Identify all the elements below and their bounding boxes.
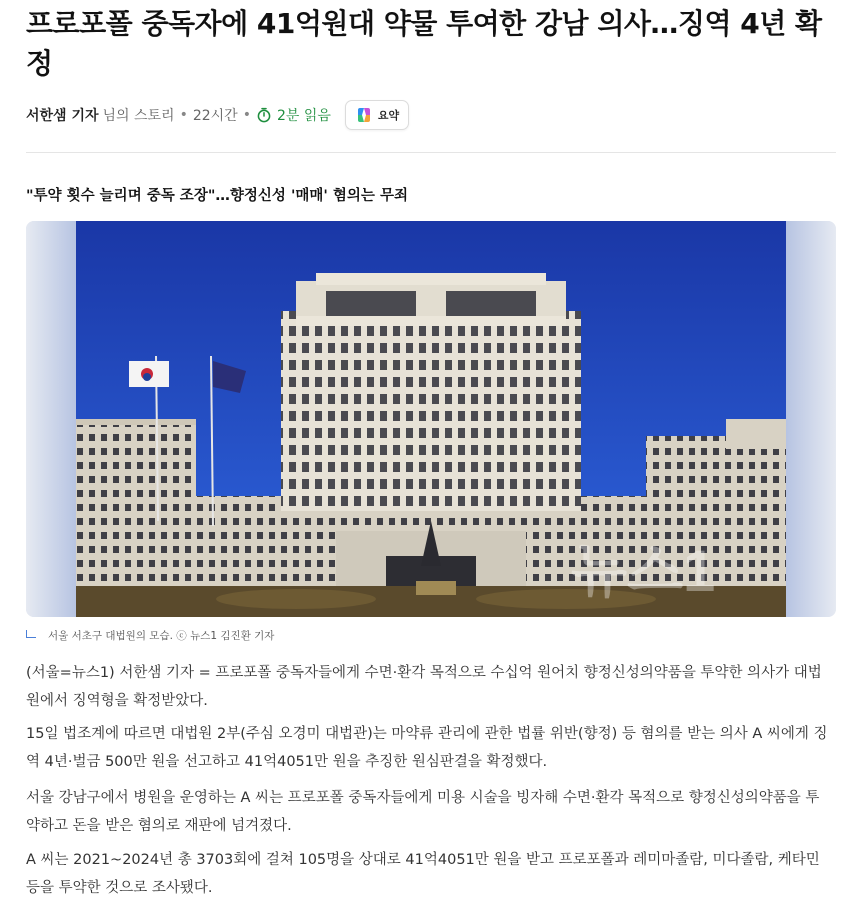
author-link[interactable]: 서한샘 기자 xyxy=(26,108,99,124)
read-time-label: 2분 읽음 xyxy=(276,108,331,124)
news1-watermark: 뉴스1 xyxy=(571,539,716,604)
supreme-court-building-image xyxy=(26,221,836,617)
article-subheadline: "투약 횟수 늘리며 중독 조장"…향정신성 '매매' 혐의는 무죄 xyxy=(26,188,408,204)
article-paragraph: A 씨는 2021~2024년 총 3703회에 걸쳐 105명을 상대로 41억4051만 원을 받고 프로포폴과 레미마졸람, 미다졸람, 케타민 등을 투약한 것으로 조사됐다. xyxy=(26,852,820,896)
caption-marker-icon xyxy=(26,630,36,638)
article-paragraph: 15일 법조계에 따르면 대법원 2부(주심 오경미 대법관)는 마약류 관리에 관한 법률 위반(향정) 등 혐의를 받는 의사 A 씨에게 징역 4년·벌금 500만 원을 선고하고 41억4051만 원을 추징한 원심판결을 확정했다. xyxy=(26,726,828,770)
summary-label: 요약 xyxy=(377,109,400,122)
article-headline: 프로포폴 중독자에 41억원대 약물 투여한 강남 의사…징역 4년 확정 xyxy=(26,7,822,80)
story-suffix: 님의 스토리 xyxy=(102,108,175,124)
summary-button[interactable] xyxy=(345,100,409,130)
copilot-icon xyxy=(355,106,373,124)
byline-separator: • xyxy=(179,107,188,123)
article-paragraph: (서울=뉴스1) 서한샘 기자 = 프로포폴 중독자들에게 수면·환각 목적으로 수십억 원어치 향정신성의약품을 투약한 의사가 대법원에서 징역형을 확정받았다. xyxy=(26,665,822,709)
article-paragraph: 서울 강남구에서 병원을 운영하는 A 씨는 프로포폴 중독자들에게 미용 시술을 빙자해 수면·환각 목적으로 향정신성의약품을 투약하고 돈을 받은 혐의로 재판에 넘겨졌다. xyxy=(26,790,820,834)
byline xyxy=(26,100,409,130)
photo-caption-text: 서울 서초구 대법원의 모습. ⓒ 뉴스1 김진환 기자 xyxy=(48,630,275,642)
photo-caption xyxy=(26,628,274,643)
byline-separator: • xyxy=(242,107,251,123)
header-divider xyxy=(26,152,836,153)
article-photo[interactable] xyxy=(26,221,836,617)
publish-time: 22시간 xyxy=(192,108,238,124)
read-time xyxy=(256,105,331,125)
timer-icon xyxy=(256,107,272,123)
